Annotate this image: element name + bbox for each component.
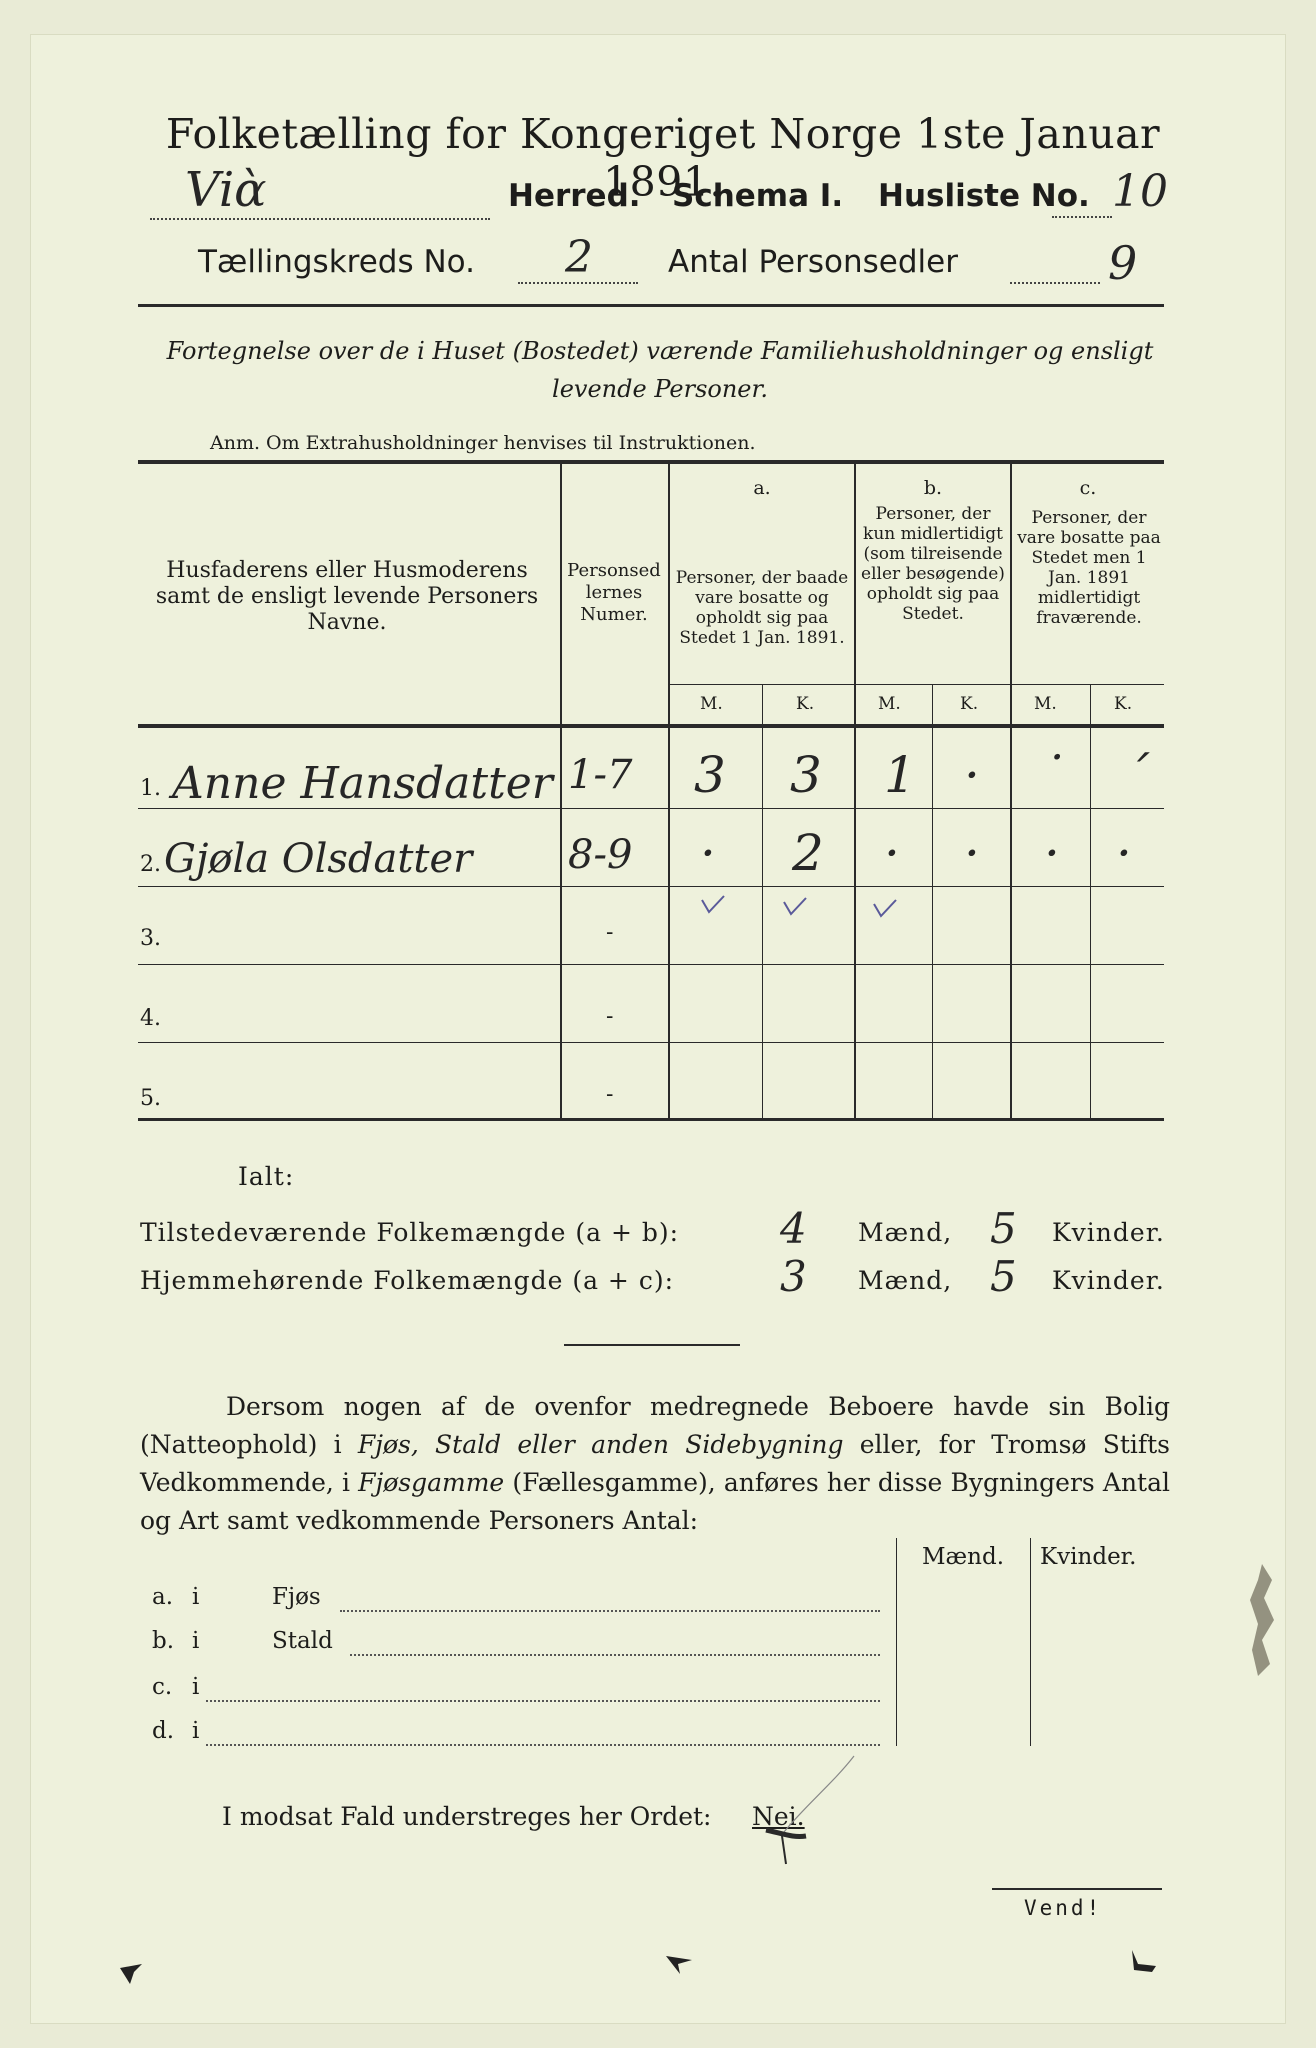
header-rule [138,304,1164,307]
row-1-a-m: 3 [694,746,726,804]
row-line-2 [138,886,1164,887]
herred-value: Viɑ̀ [185,162,267,218]
bolig-row-c-dots [206,1700,880,1702]
row-1-c-m: ˙ [1040,746,1065,804]
col-b-header: Personer, der kun midlertidigt (som tilreisende eller besøgende) opholdt sig paa Stedet. [861,504,1005,624]
hjemme-label: Hjemmehørende Folkemængde (a + c): [140,1266,674,1295]
check-mark-icon [782,896,808,918]
antal-dotted-line [1010,282,1100,284]
husliste-label: Husliste No. [878,178,1090,214]
tilstede-label: Tilstedeværende Folkemængde (a + b): [140,1218,680,1247]
vend-label: Vend! [1024,1896,1103,1920]
herred-dotted-line [150,218,490,220]
row-line-3 [138,964,1164,965]
row-line-4 [138,1042,1164,1043]
col-divider-b-mk [932,684,933,1118]
taellingskreds-value: 2 [565,232,593,283]
intro-text: Fortegnelse over de i Huset (Bostedet) værende Familiehusholdninger og ensligt levende Personer. [166,337,1154,403]
taellingskreds-label: Tællingskreds No. [198,244,475,280]
pen-stroke-mark [754,1752,864,1872]
bolig-row-b-label: Stald [272,1628,333,1654]
anm-note: Anm. Om Extrahusholdninger henvises til Instruktionen. [210,432,756,454]
tilstede-maend-label: Mænd, [858,1218,953,1247]
col-c-header: Personer, der vare bosatte paa Stedet men 1 Jan. 1891 midlertidigt fraværende. [1017,508,1161,628]
row-1-name: Anne Hansdatter [172,758,553,809]
ink-blot-mark [116,1960,146,1986]
col-a-letter: a. [753,477,771,499]
bolig-row-a-label: Fjøs [272,1584,321,1610]
tilstede-m-value: 4 [780,1204,807,1253]
row-1-b-m: 1 [884,746,916,804]
row-1-num: 1-7 [568,752,633,798]
c-m-label: M. [1034,694,1057,714]
check-mark-icon [700,894,726,916]
row-2-name: Gjøla Olsdatter [164,836,473,882]
a-k-label: K. [796,694,815,714]
tilstede-k-value: 5 [990,1204,1017,1253]
hjemme-k-value: 5 [990,1252,1017,1301]
bolig-text-fjosgamme: Fjøsgamme [358,1468,505,1497]
bolig-row-c-letter: c. [152,1674,173,1700]
bolig-kvinder-header: Kvinder. [1040,1544,1137,1570]
bolig-paragraph [140,1388,1170,1540]
bolig-row-d-dots [206,1744,880,1746]
row-1-c-k: ˊ [1124,746,1149,804]
ialt-label: Ialt: [238,1162,295,1191]
hjemme-m-value: 3 [780,1252,807,1301]
b-m-label: M. [878,694,901,714]
ink-blot-mark [1128,1948,1160,1974]
row-2-a-k: 2 [792,824,824,882]
bolig-text-1: Dersom nogen af de ovenfor medregnede Beboere havde sin Bolig (Natteophold) i [140,1392,1170,1459]
row-2-number: 2. [140,852,161,877]
hjemme-maend-label: Mænd, [858,1266,953,1295]
a-m-label: M. [700,694,723,714]
row-2-b-m: · [884,824,900,882]
col-divider-b [1010,462,1012,1118]
col-divider-name [560,462,562,1118]
bolig-text-3: (Fællesgamme), anføres her disse Bygningers Antal og Art samt vedkommende Personers Antal: [140,1468,1170,1535]
bolig-row-b-i: i [192,1628,200,1654]
row-1-number: 1. [140,776,161,801]
row-4-num: - [606,1004,614,1029]
bolig-text-fjos: Fjøs, Stald eller anden Sidebygning [357,1430,844,1459]
bolig-text-2: eller, for Tromsø Stifts Vedkommende, i [140,1430,1170,1497]
schema-label: Schema I. [672,178,844,214]
row-3-num: - [606,920,614,945]
row-1-a-k: 3 [790,746,822,804]
row-2-c-m: · [1044,824,1060,882]
bolig-col-divider-1 [896,1538,897,1746]
tilstede-kvinder-label: Kvinder. [1052,1218,1165,1247]
row-1-b-k: · [964,746,980,804]
ink-blot-mark [664,1952,694,1976]
antal-personsedler-value: 9 [1108,236,1138,290]
bolig-col-divider-2 [1030,1538,1031,1746]
bolig-row-b-letter: b. [152,1628,175,1654]
torn-edge-mark [1244,1560,1280,1680]
b-k-label: K. [960,694,979,714]
c-k-label: K. [1114,694,1133,714]
bolig-row-c-i: i [192,1674,200,1700]
bolig-row-a-i: i [192,1584,200,1610]
husliste-dotted-line [1052,216,1112,218]
bolig-row-a-letter: a. [152,1584,174,1610]
husliste-value: 10 [1112,166,1168,217]
row-5-number: 5. [140,1086,161,1111]
row-3-number: 3. [140,926,161,951]
bolig-maend-header: Mænd. [922,1544,1005,1570]
col-b-letter: b. [923,477,943,499]
col-divider-num [668,462,670,1118]
col-num-header: Personsedlernes Numer. [567,560,661,625]
section-divider [564,1344,740,1346]
nei-word: Nei. [752,1802,805,1831]
bolig-row-d-i: i [192,1718,200,1744]
row-2-c-k: · [1116,824,1132,882]
col-divider-a [854,462,856,1118]
bolig-row-d-letter: d. [152,1718,175,1744]
herred-label: Herred. [508,178,641,214]
form-title: Folketælling for Kongeriget Norge 1ste Januar 1891. [165,110,1161,206]
hjemme-kvinder-label: Kvinder. [1052,1266,1165,1295]
row-2-num: 8-9 [568,832,633,878]
vend-rule [992,1888,1162,1890]
col-divider-c-mk [1090,684,1091,1118]
bolig-row-b-dots [350,1654,880,1656]
col-a-header: Personer, der baade vare bosatte og opholdt sig paa Stedet 1 Jan. 1891. [675,568,849,648]
col-divider-a-mk [762,684,763,1118]
antal-personsedler-label: Antal Personsedler [668,244,958,280]
check-mark-icon [872,898,898,920]
bolig-row-a-dots [340,1610,880,1612]
row-2-b-k: · [964,824,980,882]
table-bottom-rule [138,1118,1164,1121]
row-2-a-m: · [700,824,716,882]
row-5-num: - [606,1082,614,1107]
row-4-number: 4. [140,1006,161,1031]
col-c-letter: c. [1079,477,1097,499]
modsat-fald-text: I modsat Fald understreges her Ordet: [222,1802,712,1831]
col-name-header: Husfaderens eller Husmoderens samt de ensligt levende Personers Navne. [155,558,539,635]
